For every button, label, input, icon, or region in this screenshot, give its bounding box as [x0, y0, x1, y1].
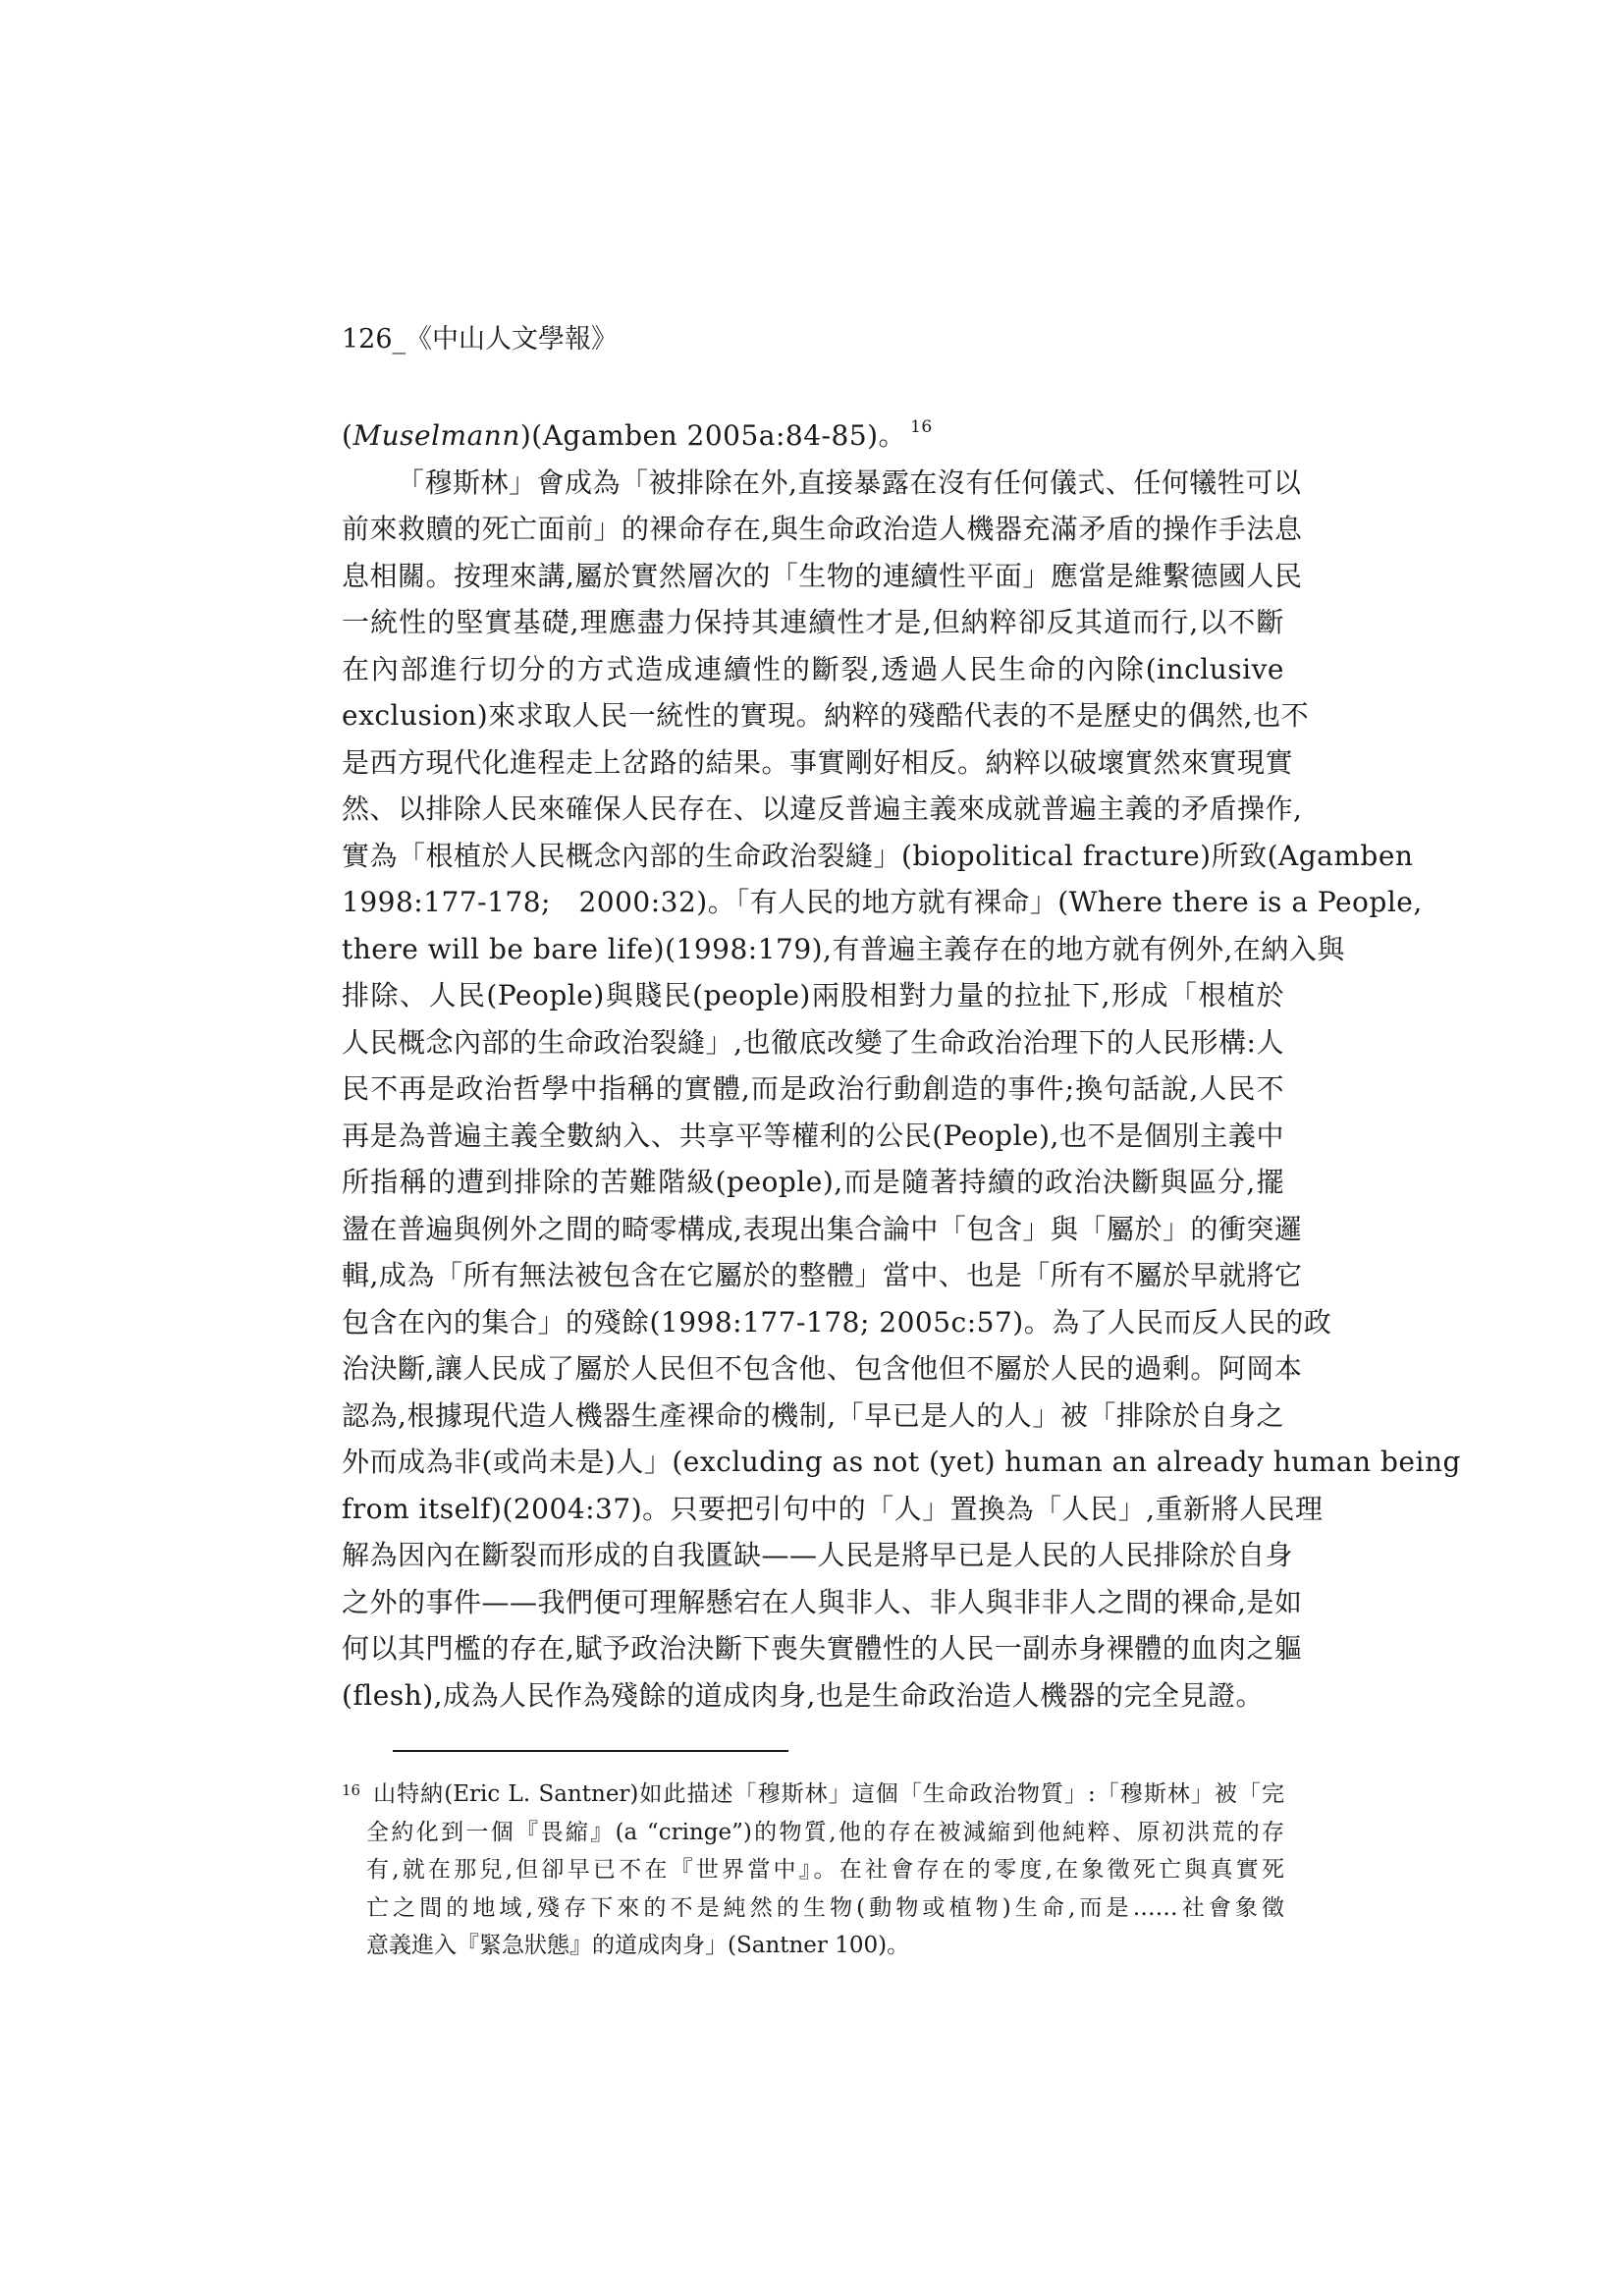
footnote-16: [342, 1776, 1284, 1965]
opening-paren: (: [342, 419, 353, 452]
body-line: 前來救贖的死亡面前」的裸命存在,與生命政治造人機器充滿矛盾的操作手法息: [342, 513, 1303, 545]
body-line: 息相關。按理來講,屬於實然層次的「生物的連續性平面」應當是維繫德國人民: [342, 559, 1303, 592]
body-line: 「穆斯林」會成為「被排除在外,直接暴露在沒有任何儀式、任何犧牲可以: [397, 465, 1302, 499]
footnote-line: 有,就在那兒,但卻早已不在『世界當中』。在社會存在的零度,在象徵死亡與真實死: [366, 1857, 1284, 1883]
body-line: 所指稱的遭到排除的苦難階級(people),而是隨著持續的政治決斷與區分,擺: [342, 1166, 1284, 1198]
body-line: 民不再是政治哲學中指稱的實體,而是政治行動創造的事件;換句話說,人民不: [342, 1072, 1284, 1105]
body-line: 一統性的堅實基礎,理應盡力保持其連續性才是,但納粹卻反其道而行,以不斷: [342, 606, 1284, 638]
body-line: 再是為普遍主義全數納入、共享平等權利的公民(People),也不是個別主義中: [342, 1119, 1284, 1152]
body-line: 治決斷,讓人民成了屬於人民但不包含他、包含他但不屬於人民的過剩。阿岡本: [342, 1352, 1303, 1385]
body-line: 輯,成為「所有無法被包含在它屬於的整體」當中、也是「所有不屬於早就將它: [342, 1259, 1303, 1291]
footnote-line: [342, 1776, 1284, 1814]
body-text: [342, 412, 1461, 1719]
body-line: from itself)(2004:37)。只要把引句中的「人」置換為「人民」,重新將人民理: [342, 1492, 1324, 1525]
body-line: 盪在普遍與例外之間的畸零構成,表現出集合論中「包含」與「屬於」的衝突邏: [342, 1212, 1303, 1245]
body-line: there will be bare life)(1998:179),有普遍主義存在的地方就有例外,在納入與: [342, 932, 1345, 965]
body-line: 包含在內的集合」的殘餘(1998:177-178; 2005c:57)。為了人民而反人民的政: [342, 1305, 1332, 1339]
footnote-line: 全約化到一個『畏縮』(a “cringe”)的物質,他的存在被減縮到他純粹、原初洪荒的存: [366, 1819, 1284, 1845]
body-line: 然、以排除人民來確保人民存在、以違反普遍主義來成就普遍主義的矛盾操作,: [342, 793, 1303, 825]
body-line: 是西方現代化進程走上岔路的結果。事實剛好相反。納粹以破壞實然來實現實: [342, 745, 1294, 779]
opening-citation: )(Agamben 2005a:84-85)。: [519, 419, 907, 452]
body-line: 解為因內在斷裂而形成的自我匱缺——人民是將早已是人民的人民排除於自身: [342, 1539, 1294, 1571]
term-muselmann: Muselmann: [352, 419, 520, 452]
footnote-line: 意義進入『緊急狀態』的道成肉身」(Santner 100)。: [366, 1933, 910, 1958]
footnote-ref-16[interactable]: 16: [910, 417, 933, 437]
body-line: (flesh),成為人民作為殘餘的道成肉身,也是生命政治造人機器的完全見證。: [342, 1678, 1264, 1712]
body-line: 之外的事件——我們便可理解懸宕在人與非人、非人與非非人之間的裸命,是如: [342, 1585, 1303, 1618]
running-head: 126_《中山人文學報》: [342, 324, 619, 355]
opening-line: [342, 412, 1284, 460]
body-line: 外而成為非(或尚未是)人」(excluding as not (yet) human an already human being: [342, 1446, 1461, 1478]
footnote-text: 山特納(Eric L. Santner)如此描述「穆斯林」這個「生命政治物質」:「穆斯林」被「完: [372, 1781, 1284, 1807]
body-line: 人民概念內部的生命政治裂縫」,也徹底改變了生命政治治理下的人民形構:人: [342, 1025, 1284, 1059]
footnote-number: 16: [342, 1781, 361, 1799]
body-line: 實為「根植於人民概念內部的生命政治裂縫」(biopolitical fracture)所致(Agamben: [342, 839, 1414, 872]
body-line: 在內部進行切分的方式造成連續性的斷裂,透過人民生命的內除(inclusive: [342, 652, 1284, 685]
footnote-divider: [393, 1750, 788, 1752]
body-line: 1998:177-178; 2000:32)。「有人民的地方就有裸命」(Where there is a People,: [342, 886, 1423, 918]
body-line: 何以其門檻的存在,賦予政治決斷下喪失實體性的人民一副赤身裸體的血肉之軀: [342, 1632, 1303, 1665]
footnote-line: 亡之間的地域,殘存下來的不是純然的生物(動物或植物)生命,而是……社會象徵: [366, 1894, 1284, 1921]
body-line: exclusion)來求取人民一統性的實現。納粹的殘酷代表的不是歷史的偶然,也不: [342, 699, 1310, 732]
body-line: 排除、人民(People)與賤民(people)兩股相對力量的拉扯下,形成「根植於: [342, 979, 1284, 1011]
body-line: 認為,根據現代造人機器生產裸命的機制,「早已是人的人」被「排除於自身之: [342, 1398, 1284, 1432]
